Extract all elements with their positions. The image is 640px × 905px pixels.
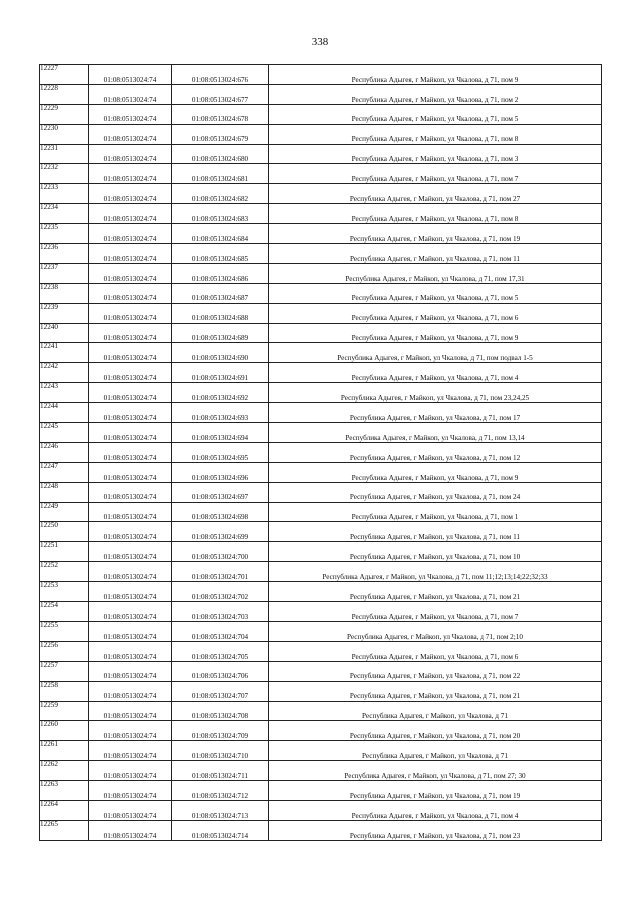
row-number-cell: 12249 [40, 502, 89, 522]
table-row [40, 124, 602, 144]
cadastral-number-cell: 01:08:0513024:703 [172, 602, 269, 622]
cadastral-number-cell: 01:08:0513024:694 [172, 423, 269, 443]
cadastral-number-cell: 01:08:0513024:714 [172, 820, 269, 840]
address-cell: Республика Адыгея, г Майкоп, ул Чкалова, д 71, пом 7 [269, 602, 602, 622]
cadastral-quarter-cell: 01:08:0513024:74 [89, 184, 172, 204]
cadastral-quarter-cell: 01:08:0513024:74 [89, 84, 172, 104]
row-number-cell: 12239 [40, 303, 89, 323]
row-number-cell: 12261 [40, 741, 89, 761]
cadastral-quarter-cell: 01:08:0513024:74 [89, 442, 172, 462]
table-row [40, 781, 602, 801]
cadastral-quarter-cell: 01:08:0513024:74 [89, 502, 172, 522]
row-number-cell: 12246 [40, 442, 89, 462]
table-row [40, 403, 602, 423]
cadastral-quarter-cell: 01:08:0513024:74 [89, 303, 172, 323]
cadastral-number-cell: 01:08:0513024:708 [172, 701, 269, 721]
row-number-cell: 12227 [40, 65, 89, 85]
row-number-cell: 12262 [40, 761, 89, 781]
table-row [40, 423, 602, 443]
cadastral-number-cell: 01:08:0513024:713 [172, 800, 269, 820]
cadastral-quarter-cell: 01:08:0513024:74 [89, 462, 172, 482]
row-number-cell: 12254 [40, 602, 89, 622]
cadastral-quarter-cell: 01:08:0513024:74 [89, 641, 172, 661]
address-cell: Республика Адыгея, г Майкоп, ул Чкалова, д 71, пом 24 [269, 482, 602, 502]
table-row [40, 641, 602, 661]
cadastral-number-cell: 01:08:0513024:711 [172, 761, 269, 781]
cadastral-number-cell: 01:08:0513024:698 [172, 502, 269, 522]
address-cell: Республика Адыгея, г Майкоп, ул Чкалова, д 71, пом 4 [269, 363, 602, 383]
address-cell: Республика Адыгея, г Майкоп, ул Чкалова, д 71, пом 27; 30 [269, 761, 602, 781]
cadastral-number-cell: 01:08:0513024:705 [172, 641, 269, 661]
row-number-cell: 12228 [40, 84, 89, 104]
address-cell: Республика Адыгея, г Майкоп, ул Чкалова, д 71, пом 7 [269, 164, 602, 184]
table-row [40, 602, 602, 622]
address-cell: Республика Адыгея, г Майкоп, ул Чкалова, д 71, пом 11;12;13;14;22;32;33 [269, 562, 602, 582]
address-cell: Республика Адыгея, г Майкоп, ул Чкалова, д 71, пом 6 [269, 641, 602, 661]
cadastral-number-cell: 01:08:0513024:693 [172, 403, 269, 423]
table-row [40, 164, 602, 184]
cadastral-quarter-cell: 01:08:0513024:74 [89, 423, 172, 443]
table-row [40, 303, 602, 323]
table-row [40, 383, 602, 403]
cadastral-number-cell: 01:08:0513024:710 [172, 741, 269, 761]
address-cell: Республика Адыгея, г Майкоп, ул Чкалова, д 71, пом 21 [269, 681, 602, 701]
table-row [40, 502, 602, 522]
address-cell: Республика Адыгея, г Майкоп, ул Чкалова, д 71, пом 17 [269, 403, 602, 423]
address-cell: Республика Адыгея, г Майкоп, ул Чкалова, д 71, пом 23,24,25 [269, 383, 602, 403]
cadastral-quarter-cell: 01:08:0513024:74 [89, 582, 172, 602]
address-cell: Республика Адыгея, г Майкоп, ул Чкалова, д 71, пом 10 [269, 542, 602, 562]
row-number-cell: 12247 [40, 462, 89, 482]
table-row [40, 263, 602, 283]
cadastral-quarter-cell: 01:08:0513024:74 [89, 164, 172, 184]
address-cell: Республика Адыгея, г Майкоп, ул Чкалова, д 71, пом 1 [269, 502, 602, 522]
table-row [40, 741, 602, 761]
table-row [40, 562, 602, 582]
address-cell: Республика Адыгея, г Майкоп, ул Чкалова, д 71, пом 8 [269, 204, 602, 224]
cadastral-number-cell: 01:08:0513024:685 [172, 244, 269, 264]
address-cell: Республика Адыгея, г Майкоп, ул Чкалова, д 71, пом 8 [269, 124, 602, 144]
cadastral-quarter-cell: 01:08:0513024:74 [89, 104, 172, 124]
address-cell: Республика Адыгея, г Майкоп, ул Чкалова, д 71, пом 9 [269, 462, 602, 482]
cadastral-number-cell: 01:08:0513024:678 [172, 104, 269, 124]
row-number-cell: 12251 [40, 542, 89, 562]
address-cell: Республика Адыгея, г Майкоп, ул Чкалова, д 71 [269, 701, 602, 721]
cadastral-number-cell: 01:08:0513024:707 [172, 681, 269, 701]
table-row [40, 204, 602, 224]
cadastral-number-cell: 01:08:0513024:701 [172, 562, 269, 582]
cadastral-number-cell: 01:08:0513024:697 [172, 482, 269, 502]
row-number-cell: 12245 [40, 423, 89, 443]
table-row [40, 800, 602, 820]
cadastral-number-cell: 01:08:0513024:683 [172, 204, 269, 224]
cadastral-quarter-cell: 01:08:0513024:74 [89, 204, 172, 224]
row-number-cell: 12231 [40, 144, 89, 164]
row-number-cell: 12255 [40, 621, 89, 641]
row-number-cell: 12250 [40, 522, 89, 542]
table-row [40, 224, 602, 244]
address-cell: Республика Адыгея, г Майкоп, ул Чкалова, д 71, пом 3 [269, 144, 602, 164]
row-number-cell: 12238 [40, 283, 89, 303]
cadastral-number-cell: 01:08:0513024:681 [172, 164, 269, 184]
table-row [40, 820, 602, 840]
table-row [40, 522, 602, 542]
cadastral-number-cell: 01:08:0513024:704 [172, 621, 269, 641]
address-cell: Республика Адыгея, г Майкоп, ул Чкалова, д 71, пом 5 [269, 283, 602, 303]
page-number: 338 [311, 36, 329, 48]
cadastral-quarter-cell: 01:08:0513024:74 [89, 800, 172, 820]
table-row [40, 661, 602, 681]
address-cell: Республика Адыгея, г Майкоп, ул Чкалова, д 71, пом 4 [269, 800, 602, 820]
table-row [40, 343, 602, 363]
address-cell: Республика Адыгея, г Майкоп, ул Чкалова, д 71, пом 20 [269, 721, 602, 741]
table-row [40, 721, 602, 741]
row-number-cell: 12258 [40, 681, 89, 701]
address-cell: Республика Адыгея, г Майкоп, ул Чкалова, д 71 [269, 741, 602, 761]
table-row [40, 283, 602, 303]
cadastral-quarter-cell: 01:08:0513024:74 [89, 741, 172, 761]
registry-table [39, 64, 602, 841]
cadastral-number-cell: 01:08:0513024:676 [172, 65, 269, 85]
row-number-cell: 12264 [40, 800, 89, 820]
row-number-cell: 12232 [40, 164, 89, 184]
cadastral-number-cell: 01:08:0513024:709 [172, 721, 269, 741]
address-cell: Республика Адыгея, г Майкоп, ул Чкалова, д 71, пом 23 [269, 820, 602, 840]
row-number-cell: 12235 [40, 224, 89, 244]
cadastral-number-cell: 01:08:0513024:692 [172, 383, 269, 403]
cadastral-quarter-cell: 01:08:0513024:74 [89, 124, 172, 144]
row-number-cell: 12229 [40, 104, 89, 124]
row-number-cell: 12233 [40, 184, 89, 204]
table-row [40, 442, 602, 462]
cadastral-quarter-cell: 01:08:0513024:74 [89, 363, 172, 383]
cadastral-number-cell: 01:08:0513024:699 [172, 522, 269, 542]
row-number-cell: 12237 [40, 263, 89, 283]
cadastral-quarter-cell: 01:08:0513024:74 [89, 681, 172, 701]
address-cell: Республика Адыгея, г Майкоп, ул Чкалова, д 71, пом 22 [269, 661, 602, 681]
row-number-cell: 12263 [40, 781, 89, 801]
row-number-cell: 12252 [40, 562, 89, 582]
cadastral-quarter-cell: 01:08:0513024:74 [89, 65, 172, 85]
table-row [40, 542, 602, 562]
cadastral-quarter-cell: 01:08:0513024:74 [89, 602, 172, 622]
table-row [40, 65, 602, 85]
table-row [40, 462, 602, 482]
table-row [40, 621, 602, 641]
row-number-cell: 12236 [40, 244, 89, 264]
cadastral-quarter-cell: 01:08:0513024:74 [89, 343, 172, 363]
cadastral-quarter-cell: 01:08:0513024:74 [89, 244, 172, 264]
row-number-cell: 12243 [40, 383, 89, 403]
row-number-cell: 12256 [40, 641, 89, 661]
cadastral-number-cell: 01:08:0513024:702 [172, 582, 269, 602]
cadastral-number-cell: 01:08:0513024:680 [172, 144, 269, 164]
table-row [40, 104, 602, 124]
table-row [40, 144, 602, 164]
address-cell: Республика Адыгея, г Майкоп, ул Чкалова, д 71, пом 6 [269, 303, 602, 323]
row-number-cell: 12244 [40, 403, 89, 423]
cadastral-quarter-cell: 01:08:0513024:74 [89, 542, 172, 562]
cadastral-quarter-cell: 01:08:0513024:74 [89, 761, 172, 781]
cadastral-quarter-cell: 01:08:0513024:74 [89, 224, 172, 244]
address-cell: Республика Адыгея, г Майкоп, ул Чкалова, д 71, пом 27 [269, 184, 602, 204]
cadastral-quarter-cell: 01:08:0513024:74 [89, 562, 172, 582]
table-row [40, 363, 602, 383]
cadastral-number-cell: 01:08:0513024:706 [172, 661, 269, 681]
cadastral-number-cell: 01:08:0513024:682 [172, 184, 269, 204]
address-cell: Республика Адыгея, г Майкоп, ул Чкалова, д 71, пом 13,14 [269, 423, 602, 443]
cadastral-quarter-cell: 01:08:0513024:74 [89, 403, 172, 423]
cadastral-quarter-cell: 01:08:0513024:74 [89, 383, 172, 403]
cadastral-number-cell: 01:08:0513024:677 [172, 84, 269, 104]
cadastral-number-cell: 01:08:0513024:691 [172, 363, 269, 383]
address-cell: Республика Адыгея, г Майкоп, ул Чкалова, д 71, пом 19 [269, 781, 602, 801]
cadastral-quarter-cell: 01:08:0513024:74 [89, 482, 172, 502]
cadastral-number-cell: 01:08:0513024:690 [172, 343, 269, 363]
registry-table-body [40, 65, 602, 841]
address-cell: Республика Адыгея, г Майкоп, ул Чкалова, д 71, пом 11 [269, 522, 602, 542]
row-number-cell: 12265 [40, 820, 89, 840]
cadastral-quarter-cell: 01:08:0513024:74 [89, 701, 172, 721]
address-cell: Республика Адыгея, г Майкоп, ул Чкалова, д 71, пом 19 [269, 224, 602, 244]
cadastral-quarter-cell: 01:08:0513024:74 [89, 283, 172, 303]
cadastral-quarter-cell: 01:08:0513024:74 [89, 820, 172, 840]
row-number-cell: 12259 [40, 701, 89, 721]
cadastral-quarter-cell: 01:08:0513024:74 [89, 263, 172, 283]
cadastral-quarter-cell: 01:08:0513024:74 [89, 721, 172, 741]
table-row [40, 184, 602, 204]
address-cell: Республика Адыгея, г Майкоп, ул Чкалова, д 71, пом 11 [269, 244, 602, 264]
row-number-cell: 12242 [40, 363, 89, 383]
address-cell: Республика Адыгея, г Майкоп, ул Чкалова, д 71, пом 5 [269, 104, 602, 124]
row-number-cell: 12234 [40, 204, 89, 224]
cadastral-number-cell: 01:08:0513024:687 [172, 283, 269, 303]
address-cell: Республика Адыгея, г Майкоп, ул Чкалова, д 71, пом 9 [269, 323, 602, 343]
cadastral-number-cell: 01:08:0513024:689 [172, 323, 269, 343]
address-cell: Республика Адыгея, г Майкоп, ул Чкалова, д 71, пом 12 [269, 442, 602, 462]
address-cell: Республика Адыгея, г Майкоп, ул Чкалова, д 71, пом 2 [269, 84, 602, 104]
row-number-cell: 12241 [40, 343, 89, 363]
row-number-cell: 12253 [40, 582, 89, 602]
row-number-cell: 12240 [40, 323, 89, 343]
cadastral-number-cell: 01:08:0513024:700 [172, 542, 269, 562]
row-number-cell: 12257 [40, 661, 89, 681]
address-cell: Республика Адыгея, г Майкоп, ул Чкалова, д 71, пом 2;10 [269, 621, 602, 641]
address-cell: Республика Адыгея, г Майкоп, ул Чкалова, д 71, пом подвал 1-5 [269, 343, 602, 363]
cadastral-number-cell: 01:08:0513024:695 [172, 442, 269, 462]
row-number-cell: 12248 [40, 482, 89, 502]
cadastral-quarter-cell: 01:08:0513024:74 [89, 522, 172, 542]
table-row [40, 84, 602, 104]
cadastral-number-cell: 01:08:0513024:679 [172, 124, 269, 144]
cadastral-number-cell: 01:08:0513024:684 [172, 224, 269, 244]
address-cell: Республика Адыгея, г Майкоп, ул Чкалова, д 71, пом 9 [269, 65, 602, 85]
cadastral-quarter-cell: 01:08:0513024:74 [89, 781, 172, 801]
cadastral-number-cell: 01:08:0513024:712 [172, 781, 269, 801]
cadastral-number-cell: 01:08:0513024:688 [172, 303, 269, 323]
table-row [40, 761, 602, 781]
table-row [40, 681, 602, 701]
table-row [40, 701, 602, 721]
cadastral-number-cell: 01:08:0513024:696 [172, 462, 269, 482]
table-row [40, 482, 602, 502]
row-number-cell: 12230 [40, 124, 89, 144]
cadastral-number-cell: 01:08:0513024:686 [172, 263, 269, 283]
cadastral-quarter-cell: 01:08:0513024:74 [89, 661, 172, 681]
table-row [40, 582, 602, 602]
cadastral-quarter-cell: 01:08:0513024:74 [89, 621, 172, 641]
cadastral-quarter-cell: 01:08:0513024:74 [89, 323, 172, 343]
table-row [40, 323, 602, 343]
row-number-cell: 12260 [40, 721, 89, 741]
cadastral-quarter-cell: 01:08:0513024:74 [89, 144, 172, 164]
table-row [40, 244, 602, 264]
address-cell: Республика Адыгея, г Майкоп, ул Чкалова, д 71, пом 17,31 [269, 263, 602, 283]
address-cell: Республика Адыгея, г Майкоп, ул Чкалова, д 71, пом 21 [269, 582, 602, 602]
